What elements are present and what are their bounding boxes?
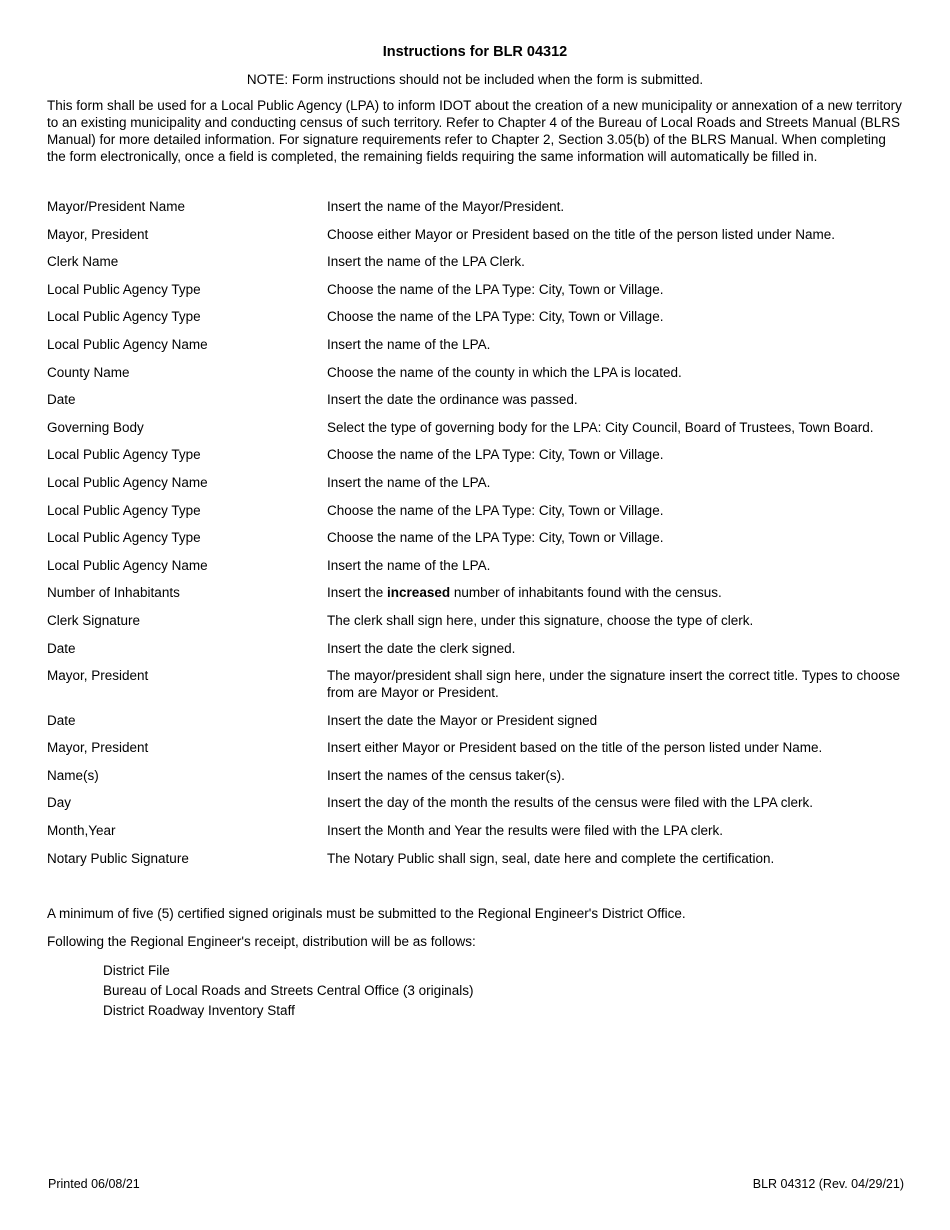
instruction-row [47,474,907,491]
field-description: Insert the name of the LPA. [327,474,491,490]
description-text: Insert the [327,585,388,601]
field-label: Local Public Agency Name [47,336,208,352]
field-label: Mayor, President [47,740,149,756]
field-label: Name(s) [47,767,99,783]
instruction-row [47,226,907,243]
printed-date: Printed 06/08/21 [48,1177,140,1191]
field-label: Local Public Agency Type [47,281,201,297]
field-description: The mayor/president shall sign here, under the signature insert the correct title. Types to choose from are Mayor or President. [327,668,901,701]
field-description: Insert the date the ordinance was passed. [327,392,578,408]
field-label: Number of Inhabitants [47,585,180,601]
field-label: Governing Body [47,419,144,435]
field-description: The Notary Public shall sign, seal, date here and complete the certification. [327,850,775,866]
field-label: Local Public Agency Type [47,309,201,325]
field-label: Local Public Agency Type [47,502,201,518]
field-description: Insert the Month and Year the results were filed with the LPA clerk. [327,823,723,839]
field-label: Date [47,712,76,728]
field-description: Choose the name of the LPA Type: City, Town or Village. [327,502,664,518]
field-description: Insert either Mayor or President based on the title of the person listed under Name. [327,740,823,756]
field-description: Insert the date the Mayor or President signed [327,712,598,728]
field-label: Mayor/President Name [47,199,186,214]
instruction-row [47,767,907,784]
instruction-row [47,612,907,629]
submission-summary [47,905,907,1021]
field-description: Choose the name of the LPA Type: City, Town or Village. [327,309,664,325]
instruction-row [47,822,907,839]
field-description: Select the type of governing body for the LPA: City Council, Board of Trustees, Town Board. [327,419,874,435]
field-description: Insert the date the clerk signed. [327,640,516,656]
distribution-intro-text: Following the Regional Engineer's receipt, distribution will be as follows: [47,934,476,949]
instruction-row [47,253,907,270]
field-description: Insert the name of the LPA. [327,336,491,352]
field-label: Month,Year [47,823,116,839]
field-instructions-list [47,198,907,877]
distribution-list [47,961,907,1021]
instruction-row [47,794,907,811]
instruction-row [47,281,907,298]
intro-paragraph: This form shall be used for a Local Public Agency (LPA) to inform IDOT about the creation of a new municipality or annexation of a new territory to an existing municipality and conducting census of such territory. Refer to Chapter 4 of the Bureau of Local Roads and Streets Manual (BLRS Manual) for more detailed information. For signature requirements refer to Chapter 2, Section 3.05(b) of the BLRS Manual. When completing the form electronically, once a field is completed, the remaining fields requiring the same information will automatically be filled in. [47,98,902,164]
instruction-row [47,739,907,756]
field-description: Choose the name of the LPA Type: City, Town or Village. [327,530,664,546]
instruction-row [47,557,907,574]
instruction-row [47,446,907,463]
minimum-originals-text: A minimum of five (5) certified signed originals must be submitted to the Regional Engineer's District Office. [47,906,686,921]
instruction-row [47,584,907,601]
field-description: Insert the name of the LPA. [327,557,491,573]
field-label: Local Public Agency Type [47,530,201,546]
instruction-row [47,502,907,519]
description-emphasis: increased [387,585,451,601]
field-label: Day [47,795,72,811]
field-label: Local Public Agency Name [47,474,208,490]
instruction-row [47,529,907,546]
distribution-item: Bureau of Local Roads and Streets Central Office (3 originals) [103,983,474,998]
field-label: Mayor, President [47,226,149,242]
instruction-row [47,667,907,701]
field-label: Notary Public Signature [47,850,189,866]
instruction-row [47,640,907,657]
instruction-row [47,850,907,867]
field-label: Date [47,640,76,656]
field-description: Insert the name of the Mayor/President. [327,199,565,214]
description-text: number of inhabitants found with the census. [450,585,722,601]
field-description: Choose the name of the LPA Type: City, Town or Village. [327,447,664,463]
instruction-row [47,364,907,381]
field-label: County Name [47,364,130,380]
field-label: Clerk Signature [47,612,141,628]
field-label: Date [47,392,76,408]
form-note: NOTE: Form instructions should not be included when the form is submitted. [246,72,704,87]
field-label: Local Public Agency Type [47,447,201,463]
instruction-row [47,712,907,729]
field-description: Choose the name of the county in which the LPA is located. [327,364,682,380]
instruction-row [47,419,907,436]
form-revision-id: BLR 04312 (Rev. 04/29/21) [752,1177,904,1191]
distribution-item: District File [103,963,170,978]
field-description: The clerk shall sign here, under this signature, choose the type of clerk. [327,612,754,628]
field-label: Mayor, President [47,668,149,684]
field-description: Choose the name of the LPA Type: City, Town or Village. [327,281,664,297]
field-label: Local Public Agency Name [47,557,208,573]
instruction-row [47,336,907,353]
page-title: Instructions for BLR 04312 [382,44,568,60]
field-description [327,584,907,601]
field-description: Choose either Mayor or President based on the title of the person listed under Name. [327,226,836,242]
field-description: Insert the day of the month the results of the census were filed with the LPA clerk. [327,795,814,811]
instruction-row [47,308,907,325]
instruction-row [47,198,907,215]
field-label: Clerk Name [47,254,119,270]
instruction-row [47,391,907,408]
field-description: Insert the names of the census taker(s). [327,767,565,783]
field-description: Insert the name of the LPA Clerk. [327,254,525,270]
distribution-item: District Roadway Inventory Staff [103,1003,295,1018]
